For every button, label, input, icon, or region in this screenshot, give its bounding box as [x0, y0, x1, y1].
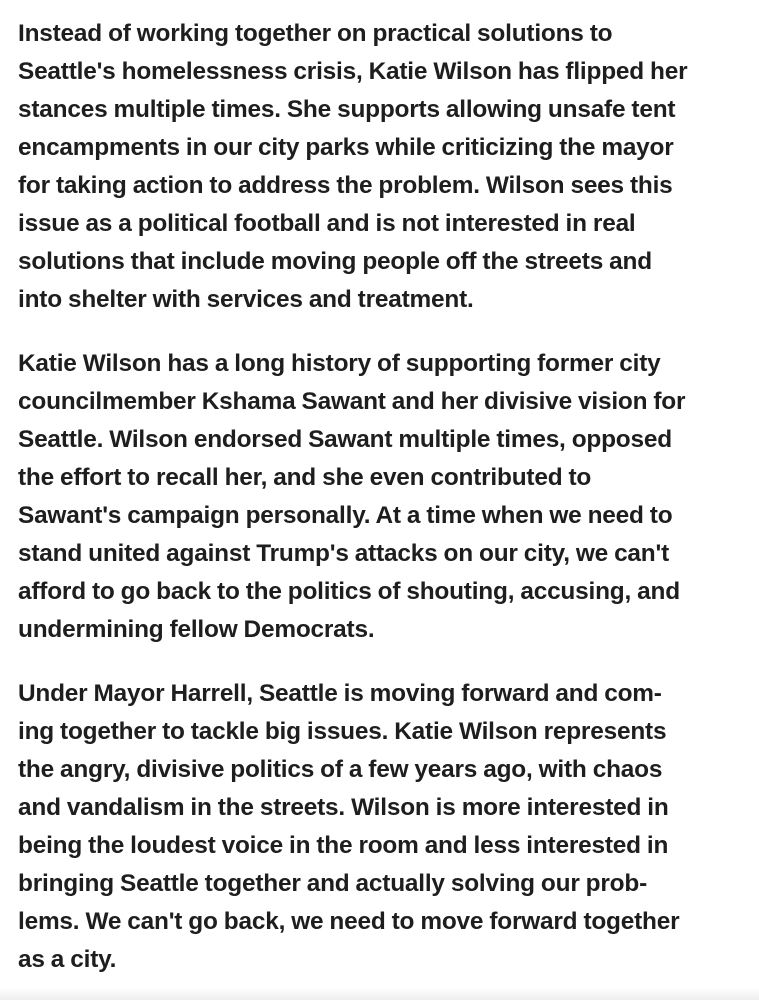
text-line: issue as a political football and is not interested in real	[18, 210, 636, 237]
text-line: encampments in our city parks while criticizing the mayor	[18, 134, 674, 161]
text-line: stances multiple times. She supports allowing unsafe tent	[18, 96, 676, 123]
text-line: lems. We can't go back, we need to move forward together	[18, 908, 680, 935]
text-line: Instead of working together on practical solutions to	[18, 20, 613, 47]
text-line: councilmember Kshama Sawant and her divisive vision for	[18, 388, 686, 415]
text-line: solutions that include moving people off the streets and	[18, 248, 652, 275]
paragraph-homelessness	[18, 15, 741, 319]
text-line: and vandalism in the streets. Wilson is more interested in	[18, 794, 669, 821]
bottom-edge-shadow	[0, 988, 759, 1000]
text-line: the effort to recall her, and she even contributed to	[18, 464, 592, 491]
text-line: for taking action to address the problem. Wilson sees this	[18, 172, 673, 199]
text-line: undermining fellow Democrats.	[18, 616, 375, 643]
text-line: stand united against Trump's attacks on our city, we can't	[18, 540, 670, 567]
text-line: ing together to tackle big issues. Katie Wilson represents	[18, 718, 667, 745]
text-line: into shelter with services and treatment.	[18, 286, 474, 313]
text-line: the angry, divisive politics of a few years ago, with chaos	[18, 756, 663, 783]
text-line: Seattle. Wilson endorsed Sawant multiple times, opposed	[18, 426, 672, 453]
paragraph-sawant	[18, 345, 741, 649]
text-line: Under Mayor Harrell, Seattle is moving forward and com-	[18, 680, 662, 707]
text-line: as a city.	[18, 946, 117, 973]
text-line: being the loudest voice in the room and less interested in	[18, 832, 669, 859]
text-line: bringing Seattle together and actually solving our prob-	[18, 870, 647, 897]
text-line: Seattle's homelessness crisis, Katie Wilson has flipped her	[18, 58, 688, 85]
text-line: Katie Wilson has a long history of supporting former city	[18, 350, 661, 377]
paragraph-harrell	[18, 675, 741, 979]
text-line: afford to go back to the politics of shouting, accusing, and	[18, 578, 680, 605]
text-line: Sawant's campaign personally. At a time when we need to	[18, 502, 673, 529]
